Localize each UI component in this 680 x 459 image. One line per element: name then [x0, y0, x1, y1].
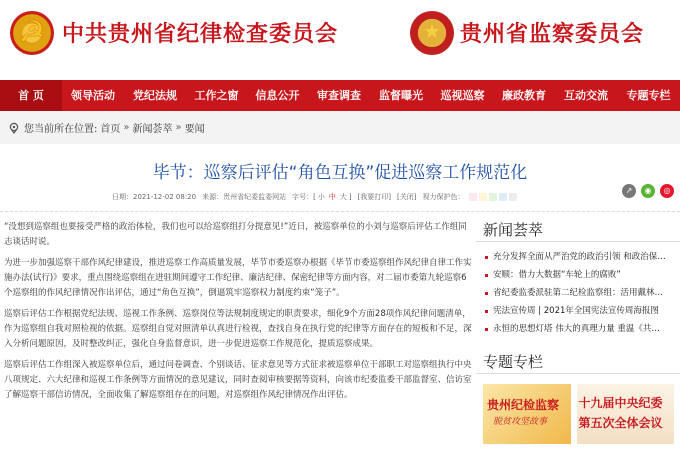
article-date: 日期：2021-12-02 08:20 [112, 193, 197, 201]
breadcrumb-current[interactable]: 要闻 [184, 124, 205, 135]
banner-title: 贵州纪检监察 [487, 398, 560, 412]
article-paragraph: 为进一步加强巡察干部作风纪律建设，推进巡察工作高质量发展，毕节市委巡察办根据《毕节市委巡察组作风纪律自律工作实施办法(试行)》要求，重点围绕巡察组在进驻期间遵守工作纪律、廉洁纪律、保密纪律等方面内容，对二届市委第九轮巡察6个巡察组的作风纪律情况作出评估，通过“角色互换”，倒逼筑牢巡察权力制度约束“笼子”。 [4, 258, 472, 298]
sidebar [476, 218, 680, 444]
close-button[interactable]: [关闭] [397, 193, 417, 201]
breadcrumb-home[interactable]: 首页 [100, 124, 121, 135]
national-emblem-icon [410, 11, 454, 55]
article-header [0, 144, 680, 212]
nav-item-disclosure[interactable]: 信息公开 [255, 89, 300, 102]
news-item[interactable]: 省纪委监委派驻第二纪检监察组：活用戴林… [485, 284, 680, 302]
breadcrumb-separator: » [123, 122, 130, 133]
poverty-story-banner[interactable] [483, 384, 571, 444]
nav-item-leadership[interactable]: 领导活动 [71, 89, 115, 102]
weibo-share-icon[interactable]: ◎ [660, 184, 674, 198]
party-emblem-icon [10, 11, 54, 55]
article-meta [112, 192, 519, 202]
banner-subtitle: 脱贫攻坚故事 [493, 417, 548, 427]
font-large-button[interactable]: 大 [339, 193, 347, 201]
site-title-right[interactable]: 贵州省监察委员会 [460, 21, 645, 47]
print-button[interactable]: [我要打印] [357, 193, 392, 201]
breadcrumb-separator: » [175, 122, 182, 133]
breadcrumb [0, 111, 680, 144]
nav-item-interaction[interactable]: 互动交流 [564, 89, 608, 102]
wechat-share-icon[interactable]: ◉ [641, 184, 655, 198]
nav-item-special[interactable]: 专题专栏 [626, 89, 671, 102]
font-medium-button[interactable]: 中 [328, 193, 336, 201]
site-header [0, 0, 680, 80]
plenary-session-banner[interactable] [577, 384, 674, 444]
eye-care-swatch[interactable] [499, 193, 507, 201]
nav-item-investigation[interactable]: 审查调查 [317, 89, 361, 102]
eye-care-swatch[interactable] [489, 193, 497, 201]
main-nav [0, 80, 680, 111]
special-heading: 专题专栏 [476, 350, 680, 374]
banner-line: 十九届中央纪委 [578, 396, 663, 410]
eye-care-label: 视力保护色： [422, 193, 465, 201]
news-item[interactable]: 充分发挥全面从严治党的政治引领 和政治保… [485, 248, 680, 266]
article-body [4, 220, 472, 409]
special-banners [476, 374, 680, 444]
nav-item-inspection[interactable]: 巡视巡察 [440, 89, 485, 102]
article-source: 来源：贵州省纪委监委网站 [202, 193, 287, 201]
nav-item-work[interactable]: 工作之窗 [194, 89, 239, 102]
article-paragraph: 巡察后评估工作根据党纪法规、巡视工作条例、巡察岗位等法规制度规定的职责要求，细化9个方面28项作风纪律问题清单，作为巡察组自我对照检视的依据。巡察组自觉对照清单认真进行检视，查找自身在执行党的纪律等方面存在的短板和不足，深入分析问题原因，及时整改纠正，强化自身监督意识，进一步促进巡察工作规范化，提质巡察成果。 [4, 309, 472, 349]
nav-item-education[interactable]: 廉政教育 [502, 89, 546, 102]
share-bar [617, 184, 674, 198]
article-paragraph: 巡察后评估工作组深入被巡察单位后，通过问卷调查、个别谈话、征求意见等方式征求被巡察单位干部职工对巡察组执行中央八项规定、六大纪律和巡视工作条例等方面情况的意见建议，同时查阅审核要据等资料，向该市纪委监委干部监督室、信访室了解巡察干部信访情况，全面收集了解巡察组存在的问题，对巡察组作风纪律情况作出评估。 [4, 360, 472, 400]
breadcrumb-news[interactable]: 新闻荟萃 [132, 124, 173, 135]
eye-care-swatch[interactable] [469, 193, 477, 201]
news-item[interactable]: 安顺：借力大数据“车轮上的腐败” [485, 266, 680, 284]
article-paragraph: “没想到巡察组也要接受严格的政治体检，我们也可以给巡察组打分提意见!”近日，被巡察单位的小刘与巡察后评估工作组同志谈话时说。 [4, 222, 467, 247]
nav-item-home[interactable]: 首 页 [0, 80, 62, 111]
eye-care-swatch[interactable] [509, 193, 517, 201]
eye-care-colors [469, 193, 519, 201]
news-heading: 新闻荟萃 [476, 218, 680, 242]
banner-line: 第五次全体会议 [578, 416, 663, 430]
news-item[interactable]: 永恒的思想灯塔 伟大的真理力量 重温《共… [485, 320, 680, 338]
eye-care-swatch[interactable] [479, 193, 487, 201]
font-small-button[interactable]: 小 [317, 193, 325, 201]
breadcrumb-prefix: 您当前所在位置: [24, 124, 98, 135]
font-size-control: 字号：[ 小 中 大 ] [292, 193, 352, 201]
location-pin-icon [8, 122, 20, 134]
site-title-left[interactable]: 中共贵州省纪律检查委员会 [62, 21, 339, 47]
article-title: 毕节：巡察后评估“角色互换”促进巡察工作规范化 [152, 163, 528, 183]
news-item[interactable]: 宪法宣传周 | 2021年全国宪法宣传周海报图 [485, 302, 680, 320]
nav-item-regulations[interactable]: 党纪法规 [133, 89, 177, 102]
news-list [476, 242, 680, 338]
share-icon[interactable]: ↗ [622, 184, 636, 198]
nav-item-exposure[interactable]: 监督曝光 [379, 89, 423, 102]
